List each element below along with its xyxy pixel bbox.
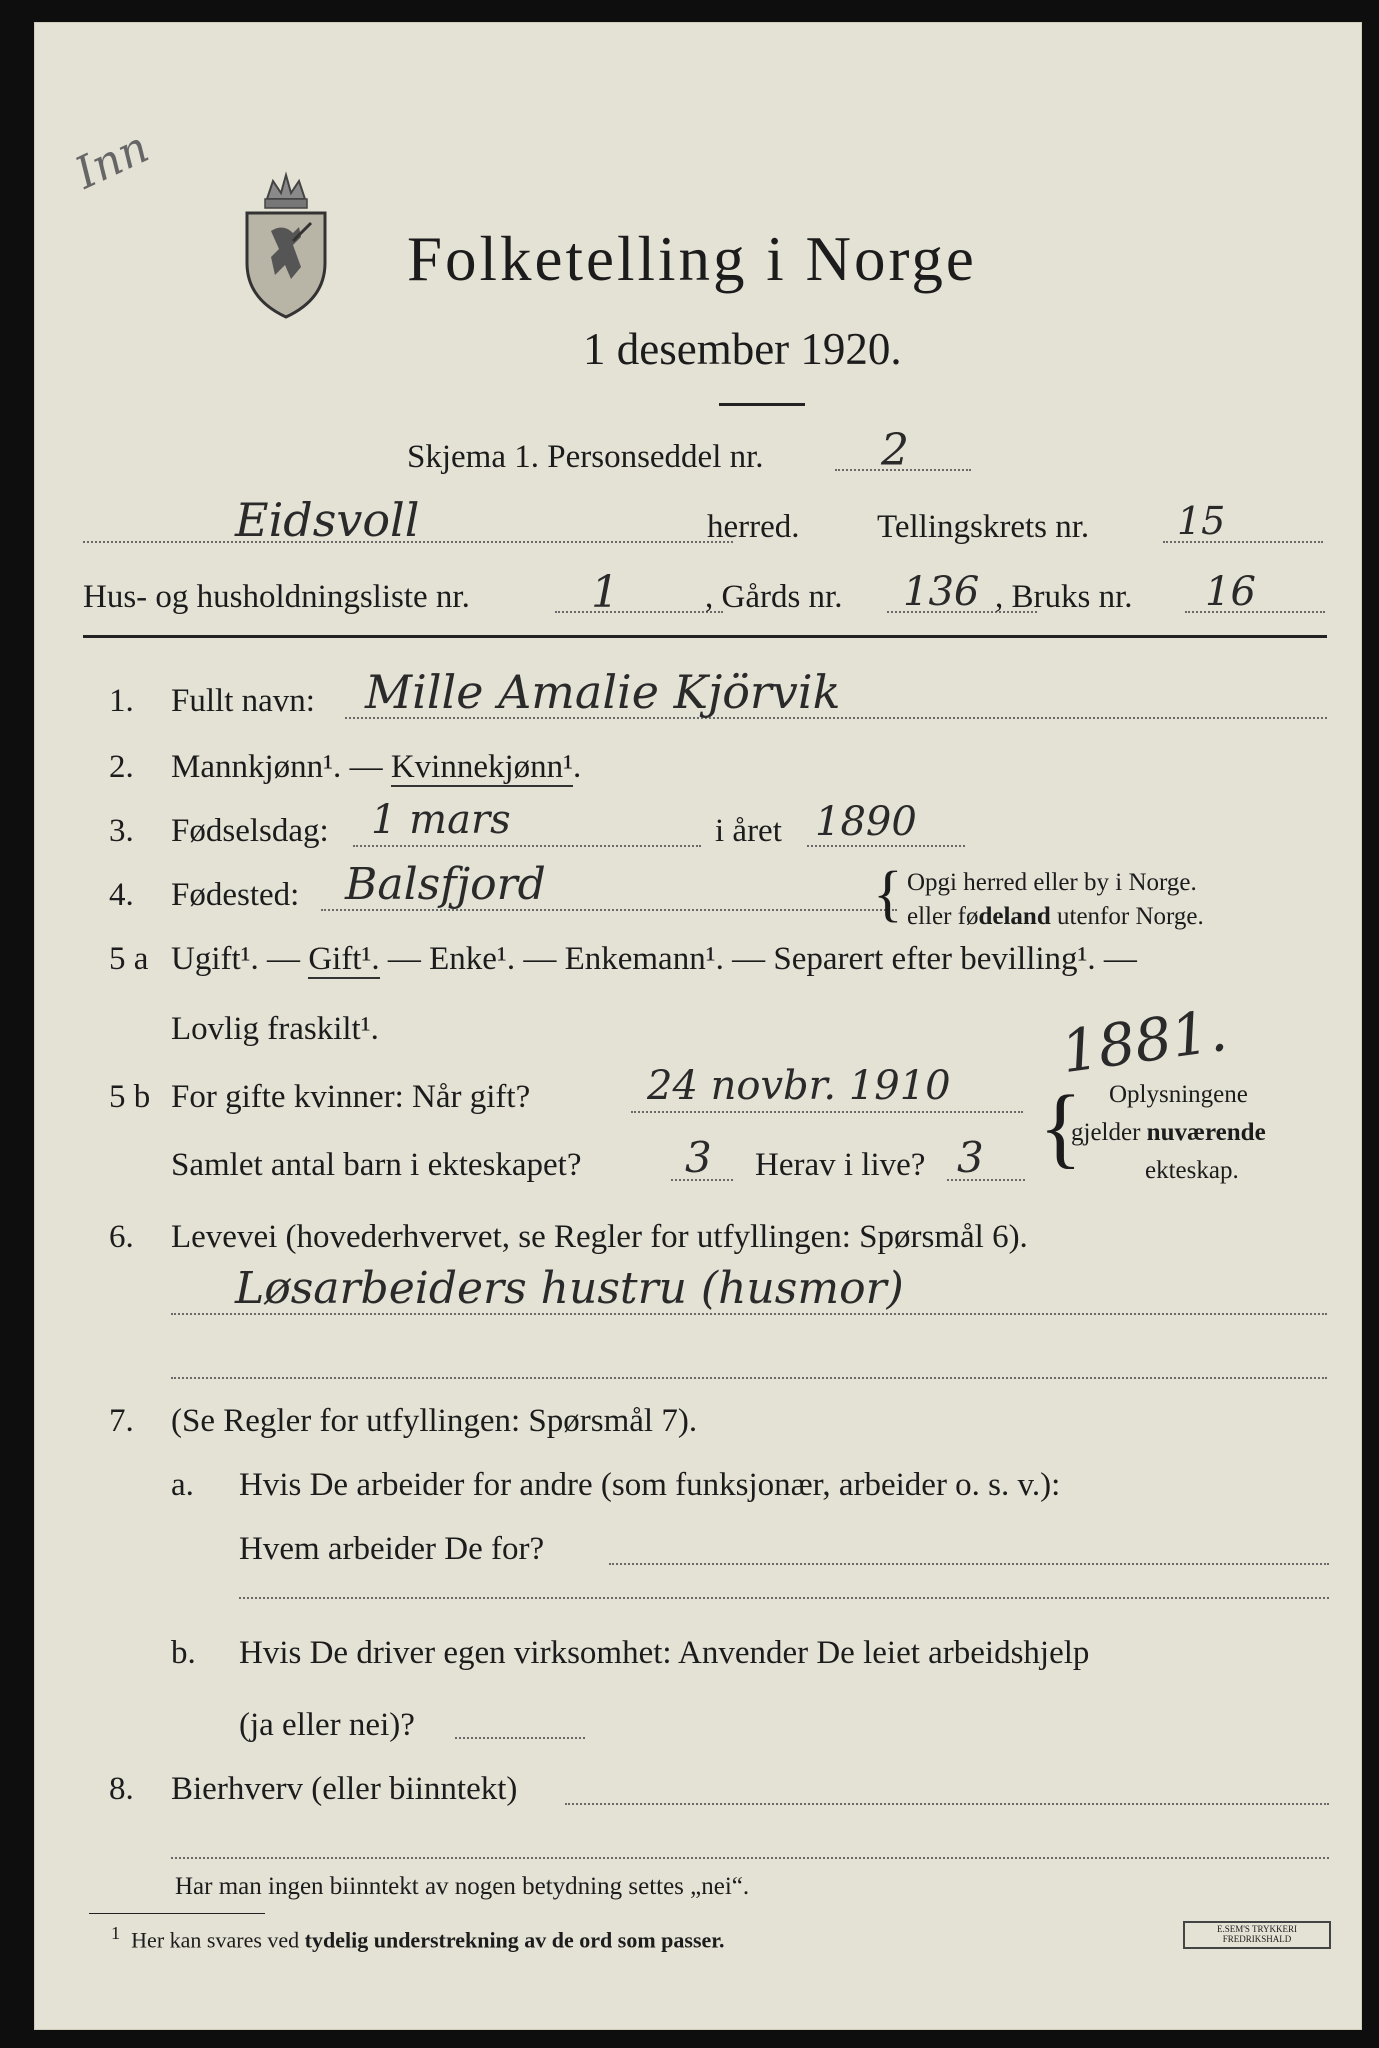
option-female[interactable]: Kvinnekjønn¹ bbox=[390, 749, 574, 785]
birth-year-value[interactable]: 1890 bbox=[815, 799, 917, 845]
full-name-value[interactable]: Mille Amalie Kjörvik bbox=[365, 665, 841, 719]
year-value-line bbox=[807, 845, 965, 847]
year-label: i året bbox=[715, 813, 782, 849]
coat-of-arms-icon bbox=[241, 171, 331, 326]
title-divider bbox=[719, 403, 805, 406]
margin-year-note: 1881. bbox=[1057, 995, 1231, 1087]
q5b-value-line bbox=[631, 1111, 1023, 1113]
q7b-line2: (ja eller nei)? bbox=[239, 1707, 415, 1743]
herred-value[interactable]: Eidsvoll bbox=[235, 493, 420, 547]
q5b-note-line1: Oplysningene bbox=[1109, 1081, 1248, 1108]
side-income-input-line-2[interactable] bbox=[171, 1857, 1329, 1859]
q4-brace: { bbox=[873, 860, 903, 928]
q3-label: Fødselsdag: bbox=[171, 813, 329, 849]
footnote: $^1$ Her kan svares ved tydelig understrekning av de ord som passer. bbox=[111, 1923, 725, 1953]
hired-help-input-line[interactable] bbox=[455, 1737, 585, 1739]
q8-number: 8. bbox=[109, 1771, 134, 1807]
children-value[interactable]: 3 bbox=[685, 1133, 712, 1182]
q1-number: 1. bbox=[109, 683, 134, 719]
q7-number: 7. bbox=[109, 1403, 134, 1439]
household-value[interactable]: 1 bbox=[591, 567, 619, 618]
q3-value-line bbox=[353, 845, 701, 847]
option-fraskilt[interactable]: Lovlig fraskilt¹. bbox=[171, 1011, 379, 1047]
q3-number: 3. bbox=[109, 813, 134, 849]
q5b-label: For gifte kvinner: Når gift? bbox=[171, 1079, 531, 1115]
employer-input-line[interactable] bbox=[609, 1563, 1329, 1565]
q6-label: Levevei (hovederhvervet, se Regler for utfyllingen: Spørsmål 6). bbox=[171, 1219, 1028, 1255]
printer-stamp: E.SEM'S TRYKKERI FREDRIKSHALD bbox=[1183, 1921, 1331, 1949]
bruks-label: , Bruks nr. bbox=[995, 579, 1133, 615]
employer-input-line-2[interactable] bbox=[239, 1597, 1329, 1599]
q5b-note-line2: gjelder nuværende bbox=[1071, 1119, 1266, 1146]
q5a-options bbox=[171, 941, 1137, 978]
footnote-divider bbox=[89, 1913, 265, 1914]
tellingskrets-value[interactable]: 15 bbox=[1177, 499, 1226, 543]
q7-label: (Se Regler for utfyllingen: Spørsmål 7). bbox=[171, 1403, 698, 1439]
bruks-value[interactable]: 16 bbox=[1205, 569, 1256, 615]
option-ugift[interactable]: Ugift¹. — bbox=[171, 941, 301, 977]
gards-value[interactable]: 136 bbox=[903, 569, 980, 615]
q7a-line2: Hvem arbeider De for? bbox=[239, 1531, 545, 1567]
option-separator: — bbox=[341, 749, 391, 785]
q5b-note-line3: ekteskap. bbox=[1145, 1157, 1239, 1184]
q2-number: 2. bbox=[109, 749, 134, 785]
option-tail: . bbox=[573, 749, 582, 785]
schema-label: Skjema 1. Personseddel nr. bbox=[407, 439, 764, 475]
q7a-letter: a. bbox=[171, 1467, 194, 1503]
herred-label: herred. bbox=[707, 509, 800, 545]
q4-note-line1: Opgi herred eller by i Norge. bbox=[907, 869, 1197, 896]
marriage-date-value[interactable]: 24 novbr. 1910 bbox=[647, 1063, 951, 1109]
q4-number: 4. bbox=[109, 877, 134, 913]
side-income-note: Har man ingen biinntekt av nogen betydning settes „nei“. bbox=[175, 1873, 750, 1900]
corner-scribble: Inn bbox=[67, 121, 157, 200]
q2-options bbox=[171, 749, 581, 786]
tellingskrets-label: Tellingskrets nr. bbox=[877, 509, 1090, 545]
q6-number: 6. bbox=[109, 1219, 134, 1255]
household-list-label: Hus- og husholdningsliste nr. bbox=[83, 579, 470, 615]
side-income-input-line[interactable] bbox=[565, 1803, 1329, 1805]
option-rest: — Enke¹. — Enkemann¹. — Separert efter bevilling¹. — bbox=[387, 941, 1137, 977]
children-label: Samlet antal barn i ekteskapet? bbox=[171, 1147, 582, 1183]
alive-label: Herav i live? bbox=[755, 1147, 926, 1183]
page-title: Folketelling i Norge bbox=[407, 224, 977, 294]
birthplace-value[interactable]: Balsfjord bbox=[345, 859, 546, 910]
census-date: 1 desember 1920. bbox=[583, 324, 902, 374]
census-form bbox=[34, 22, 1362, 2030]
birthday-value[interactable]: 1 mars bbox=[371, 797, 511, 843]
q5a-number: 5 a bbox=[109, 941, 149, 977]
q8-label: Bierhverv (eller biinntekt) bbox=[171, 1771, 518, 1807]
q1-label: Fullt navn: bbox=[171, 683, 315, 719]
option-gift[interactable]: Gift¹. bbox=[308, 941, 380, 977]
q7a-line1: Hvis De arbeider for andre (som funksjonær, arbeider o. s. v.): bbox=[239, 1467, 1061, 1503]
schema-value[interactable]: 2 bbox=[881, 425, 909, 476]
q4-note-line2: eller fødeland utenfor Norge. bbox=[907, 903, 1204, 930]
q4-label: Fødested: bbox=[171, 877, 300, 913]
gards-label: , Gårds nr. bbox=[705, 579, 843, 615]
q5b-number: 5 b bbox=[109, 1079, 151, 1115]
occupation-value[interactable]: Løsarbeiders hustru (husmor) bbox=[235, 1263, 904, 1314]
q7b-letter: b. bbox=[171, 1635, 196, 1671]
q6-value-line-2 bbox=[171, 1377, 1327, 1379]
q5b-brace: { bbox=[1039, 1078, 1083, 1177]
household-value-line bbox=[555, 611, 723, 613]
q7b-line1: Hvis De driver egen virksomhet: Anvender De leiet arbeidshjelp bbox=[239, 1635, 1090, 1671]
header-divider bbox=[83, 635, 1327, 638]
option-male[interactable]: Mannkjønn¹. bbox=[171, 749, 342, 785]
alive-value[interactable]: 3 bbox=[957, 1133, 984, 1182]
